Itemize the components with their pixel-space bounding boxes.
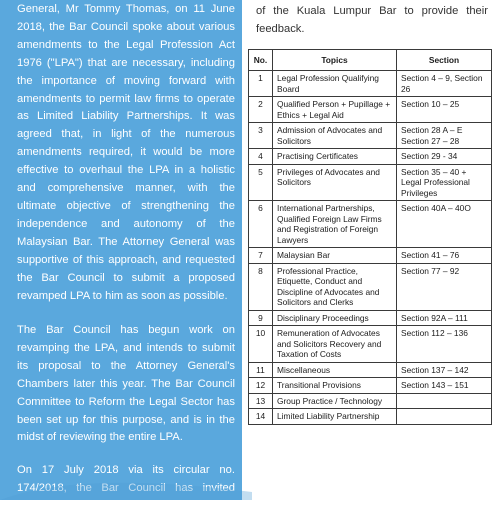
row-topic: Malaysian Bar xyxy=(273,248,397,264)
row-section: Section 137 – 142 xyxy=(397,362,492,378)
row-topic: International Partnerships, Qualified Foreign Law Firms and Registration of Foreign Lawyers xyxy=(273,201,397,248)
row-number: 12 xyxy=(249,378,273,394)
row-number: 9 xyxy=(249,310,273,326)
topics-table xyxy=(248,49,492,425)
paragraph-3: On 17 July 2018 via its circular no. 174/2018, the Bar Council has invited Members of the xyxy=(17,464,235,512)
row-number: 3 xyxy=(249,123,273,149)
table-row xyxy=(249,326,492,363)
row-section: Section 35 – 40 + Legal Professional Privileges xyxy=(397,164,492,201)
row-topic: Disciplinary Proceedings xyxy=(273,310,397,326)
row-number: 14 xyxy=(249,409,273,425)
row-section: Section 10 – 25 xyxy=(397,97,492,123)
row-number: 11 xyxy=(249,362,273,378)
row-topic: Limited Liability Partnership xyxy=(273,409,397,425)
table-row xyxy=(249,201,492,248)
right-column xyxy=(242,0,500,500)
row-section: Section 41 – 76 xyxy=(397,248,492,264)
row-number: 6 xyxy=(249,201,273,248)
row-number: 7 xyxy=(249,248,273,264)
row-topic: Miscellaneous xyxy=(273,362,397,378)
row-topic: Transitional Provisions xyxy=(273,378,397,394)
row-topic: Remuneration of Advocates and Solicitors Recovery and Taxation of Costs xyxy=(273,326,397,363)
row-number: 4 xyxy=(249,149,273,165)
row-topic: Practising Certificates xyxy=(273,149,397,165)
row-section: Section 28 A – E Section 27 – 28 xyxy=(397,123,492,149)
table-row xyxy=(249,409,492,425)
table-row xyxy=(249,248,492,264)
paragraph-2: The Bar Council has begun work on revamping the LPA, and intends to submit its proposal to the Attorney General's Chambers later this year. The Bar Council Committee to Reform the Legal Sector has been set up for this purpose, and is in the midst of reviewing the entire LPA. xyxy=(17,324,235,444)
table-row xyxy=(249,263,492,310)
row-section: Section 29 - 34 xyxy=(397,149,492,165)
table-row xyxy=(249,310,492,326)
row-topic: Privileges of Advocates and Solicitors xyxy=(273,164,397,201)
row-section xyxy=(397,393,492,409)
row-section: Section 77 – 92 xyxy=(397,263,492,310)
table-body xyxy=(249,71,492,425)
row-topic: Qualified Person + Pupillage + Ethics + Legal Aid xyxy=(273,97,397,123)
table-row xyxy=(249,149,492,165)
row-number: 1 xyxy=(249,71,273,97)
row-section: Section 40A – 40O xyxy=(397,201,492,248)
paragraph-1: General, Mr Tommy Thomas, on 11 June 2018, the Bar Council spoke about various amendments to the Legal Profession Act 1976 ("LPA") that are necessary, including the importance of moving forward with amendments to permit law firms to operate as Limited Liability Partnerships. It was agreed that, in light of the numerous amendments required, it would be more effective to overhaul the LPA in a holistic and comprehensive manner, with the ultimate objective of strengthening the independence and autonomy of the Malaysian Bar. The Attorney General was supportive of this approach, and requested the Bar Council to submit a proposed revamped LPA to him as soon as possible. xyxy=(17,3,235,302)
table-row xyxy=(249,393,492,409)
row-topic: Admission of Advocates and Solicitors xyxy=(273,123,397,149)
header-section: Section xyxy=(397,50,492,71)
row-topic: Professional Practice, Etiquette, Conduct and Discipline of Advocates and Solicitors and Clerks xyxy=(273,263,397,310)
header-no: No. xyxy=(249,50,273,71)
row-number: 5 xyxy=(249,164,273,201)
table-row xyxy=(249,378,492,394)
table-row xyxy=(249,123,492,149)
row-number: 2 xyxy=(249,97,273,123)
table-row xyxy=(249,97,492,123)
row-section: Section 4 – 9, Section 26 xyxy=(397,71,492,97)
row-section: Section 112 – 136 xyxy=(397,326,492,363)
row-number: 8 xyxy=(249,263,273,310)
row-topic: Group Practice / Technology xyxy=(273,393,397,409)
table-row xyxy=(249,71,492,97)
right-intro-text: of the Kuala Lumpur Bar to provide their feedback. xyxy=(256,5,488,35)
table-header-row xyxy=(249,50,492,71)
row-section: Section 143 – 151 xyxy=(397,378,492,394)
table-row xyxy=(249,164,492,201)
header-topics: Topics xyxy=(273,50,397,71)
row-topic: Legal Profession Qualifying Board xyxy=(273,71,397,97)
table-row xyxy=(249,362,492,378)
row-number: 10 xyxy=(249,326,273,363)
row-section: Section 92A – 111 xyxy=(397,310,492,326)
row-section xyxy=(397,409,492,425)
row-number: 13 xyxy=(249,393,273,409)
